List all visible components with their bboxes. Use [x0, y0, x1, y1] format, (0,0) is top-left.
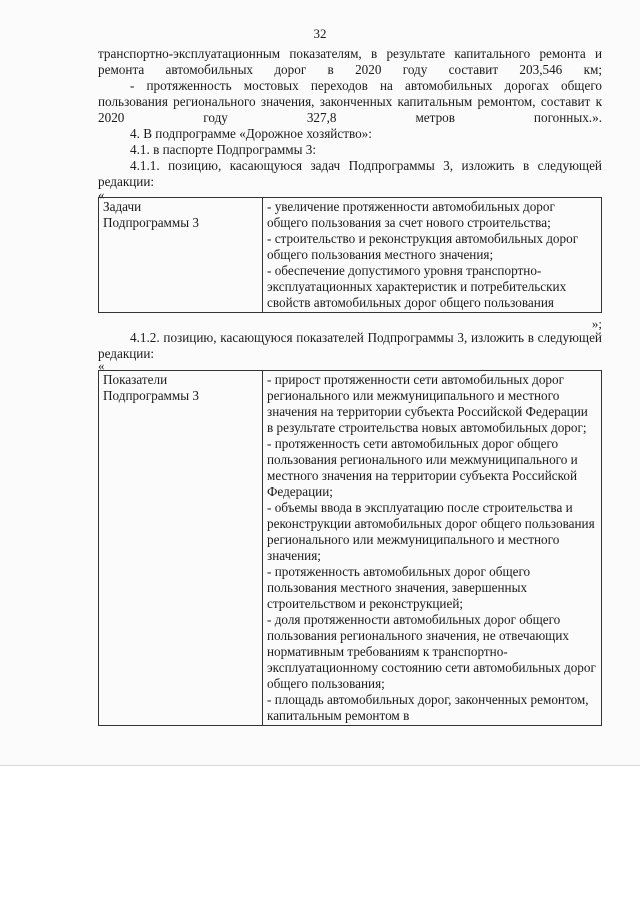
paragraph-4: 4.1. в паспорте Подпрограммы 3:	[130, 142, 317, 157]
table-indicators-item: - доля протяженности автомобильных дорог общего пользования регионального значения, не отвечающих нормативным требованиям к транспортно-эксплуатационному состоянию сети автомобильных дорог общего пользования;	[267, 612, 596, 691]
table-indicators-item: - прирост протяженности сети автомобильных дорог регионального или межмуниципального и местного значения на территории субъекта Российской Федерации в результате строительства новых автомобильных дорог;	[267, 372, 588, 435]
table-indicators-label	[99, 371, 263, 726]
close-quote-1: »;	[591, 316, 602, 331]
table-indicators-item: - объемы ввода в эксплуатацию после строительства и реконструкции автомобильных дорог общего пользования регионального или межмуниципального и местного значения;	[267, 500, 595, 563]
paragraph-3: 4. В подпрограмме «Дорожное хозяйство»:	[130, 126, 372, 141]
table-indicators-item: - протяженность автомобильных дорог общего пользования местного значения, завершенных строительством и реконструкцией;	[267, 564, 531, 611]
paragraph-6: 4.1.2. позицию, касающуюся показателей Подпрограммы 3, изложить в следующей редакции:	[98, 330, 602, 361]
table-tasks-item: - увеличение протяженности автомобильных дорог общего пользования за счет нового строительства;	[267, 199, 555, 230]
table-tasks-content	[263, 198, 602, 313]
page-number: 32	[313, 26, 327, 41]
table-indicators	[98, 370, 602, 726]
table-tasks-label-text: Задачи Подпрограммы 3	[103, 199, 199, 230]
paragraph-1: транспортно-эксплуатационным показателям, в результате капитального ремонта и ремонта автомобильных дорог в 2020 году составит 203,546 км;	[98, 46, 602, 77]
table-indicators-item: - площадь автомобильных дорог, законченных ремонтом, капитальным ремонтом в	[267, 692, 589, 723]
table-indicators-item: - протяженность сети автомобильных дорог общего пользования регионального или межмуниципального и местного значения на территории субъекта Российской Федерации;	[267, 436, 578, 499]
table-tasks-label	[99, 198, 263, 313]
table-indicators-label-text: Показатели Подпрограммы 3	[103, 372, 199, 403]
table-indicators-content	[263, 371, 602, 726]
table-tasks	[98, 197, 602, 313]
table-tasks-item: - строительство и реконструкция автомобильных дорог общего пользования местного значения;	[267, 231, 579, 262]
open-quote-1: «	[98, 187, 105, 202]
paragraph-2: - протяженность мостовых переходов на автомобильных дорогах общего пользования регионального значения, законченных капитальным ремонтом, составит к 2020 году 327,8 метров погонных.».	[98, 78, 602, 125]
paragraph-5: 4.1.1. позицию, касающуюся задач Подпрограммы 3, изложить в следующей редакции:	[98, 158, 602, 189]
open-quote-2: «	[98, 358, 105, 373]
table-tasks-item: - обеспечение допустимого уровня транспортно-эксплуатационных характеристик и потребительских свойств автомобильных дорог общего пользования	[267, 263, 567, 310]
